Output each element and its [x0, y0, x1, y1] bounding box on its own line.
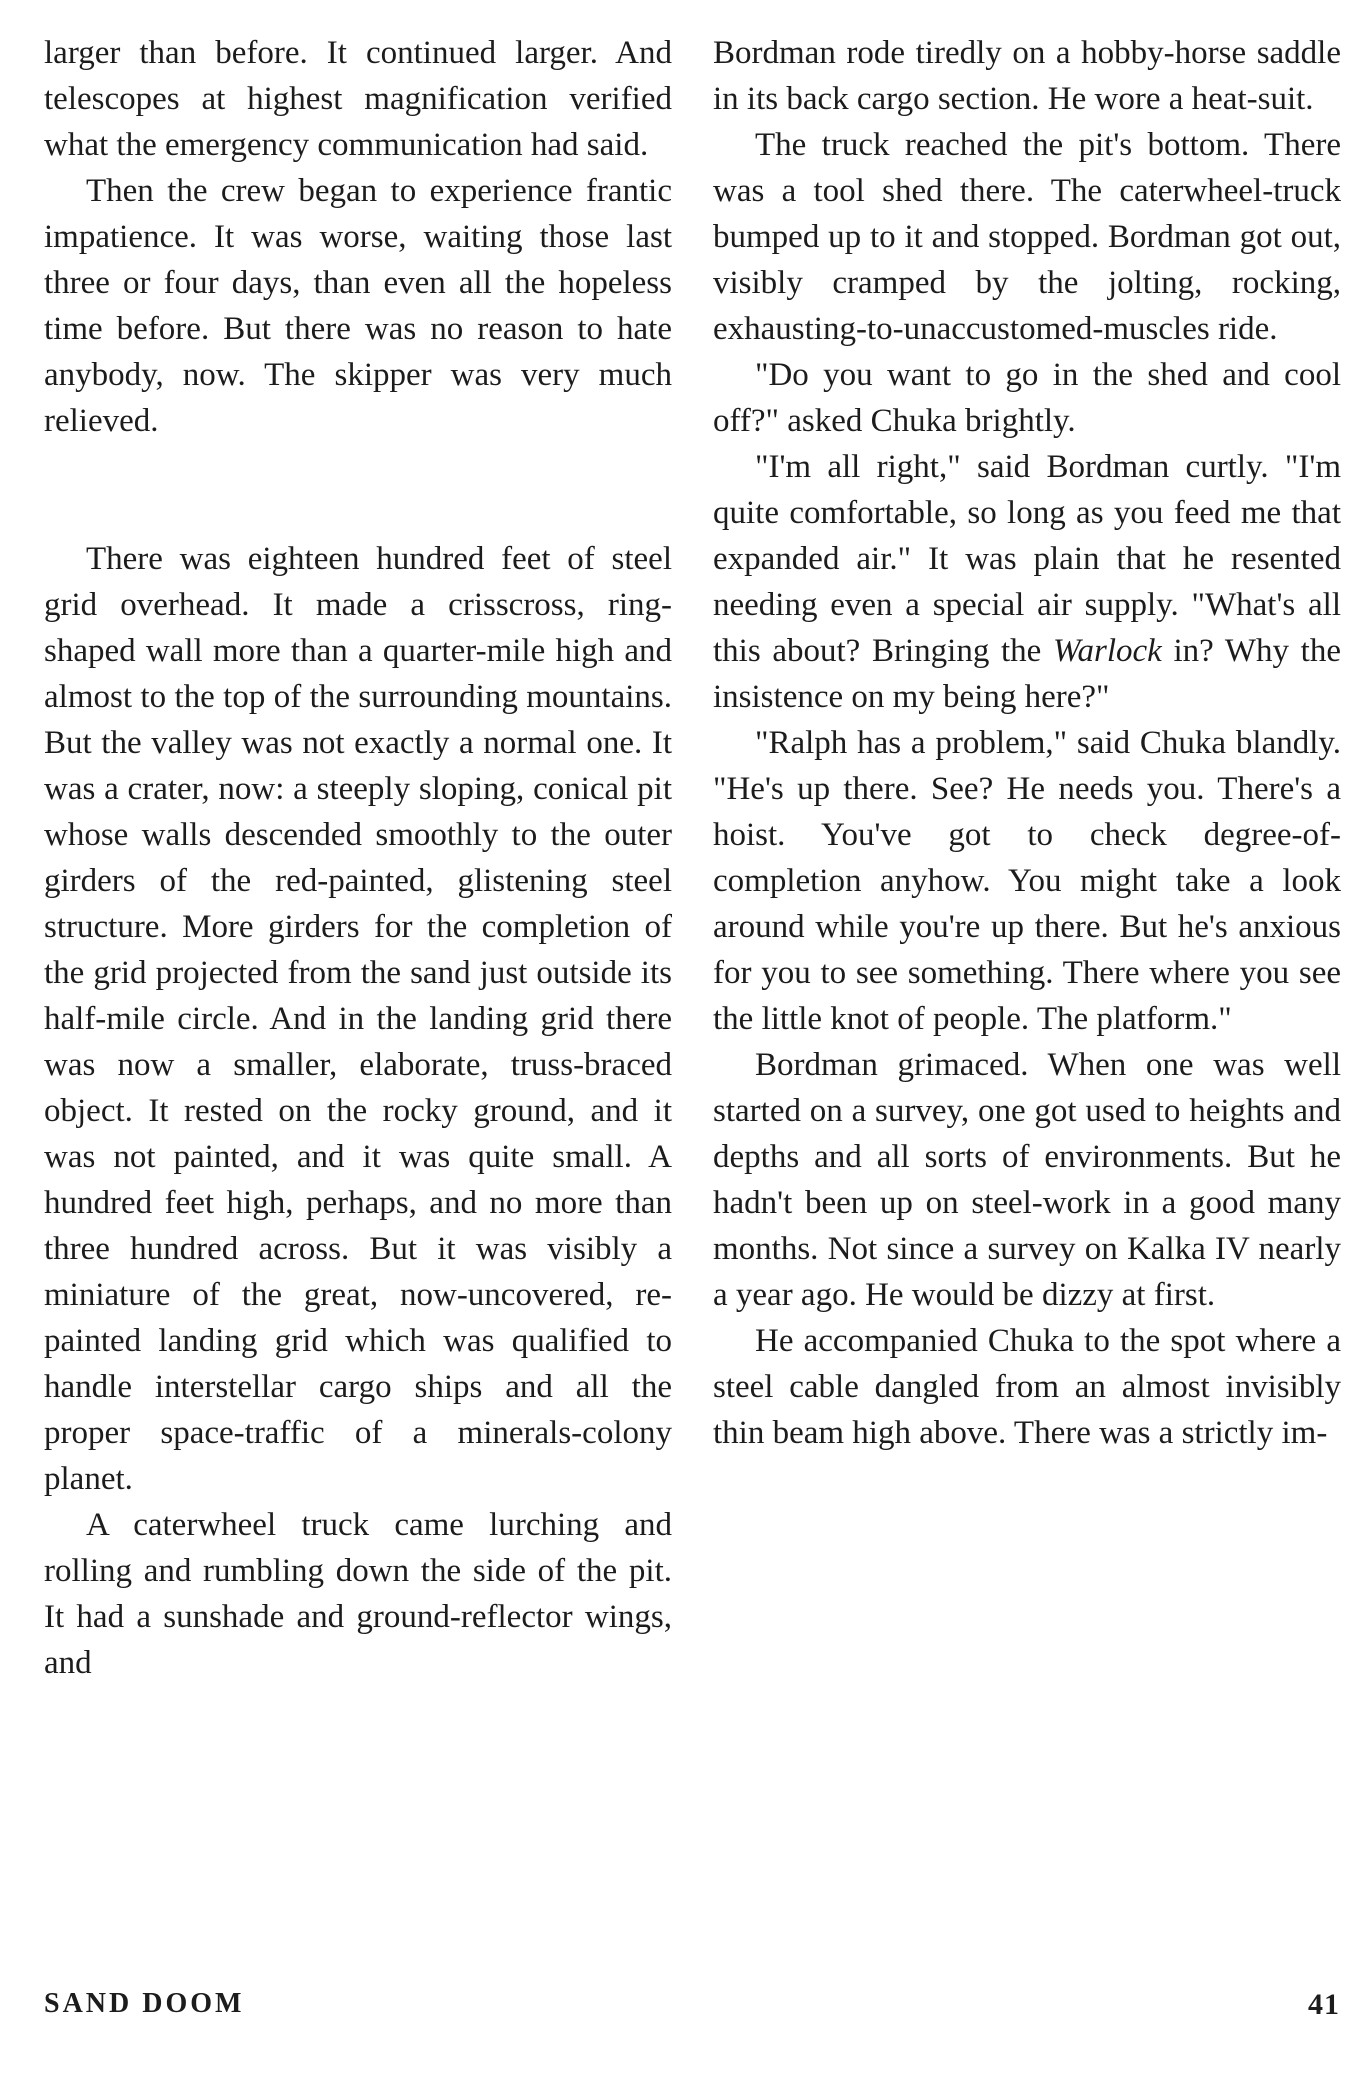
paragraph: There was eighteen hundred feet of steel grid overhead. It made a crisscross, ring-shaped wall more than a quarter-mile high and almost to the top of the surrounding mountains. But the valley was not exactly a normal one. It was a crater, now: a steeply sloping, conical pit whose walls descended smoothly to the outer girders of the red-painted, glistening steel structure. More girders for the completion of the grid projected from the sand just outside its half-mile circle. And in the landing grid there was now a smaller, elaborate, truss-braced object. It rested on the rocky ground, and it was not painted, and it was quite small. A hundred feet high, perhaps, and no more than three hundred across. But it was visibly a miniature of the great, now-uncovered, re-painted landing grid which was qualified to handle interstellar cargo ships and all the proper space-traffic of a minerals-colony planet. [44, 541, 672, 1497]
paragraph: Bordman rode tiredly on a hobby-horse saddle in its back cargo section. He wore a heat-suit. [713, 35, 1341, 117]
paragraph: A caterwheel truck came lurching and rolling and rumbling down the side of the pit. It had a sunshade and ground-reflector wings, and [44, 1507, 672, 1681]
page-footer [44, 1988, 1340, 2034]
paragraph-text: "I'm all right," said Bordman curtly. "I'm quite comfortable, so long as you feed me that expanded air." It was plain that he resented needing even a special air supply. "What's all this about? Bringing the [713, 449, 1341, 669]
paragraph: "Ralph has a problem," said Chuka blandly. "He's up there. See? He needs you. There's a hoist. You've got to check degree-of-completion anyhow. You might take a look around while you're up there. But he's anxious for you to see something. There where you see the little knot of people. The platform." [713, 725, 1341, 1037]
right-column [713, 30, 1341, 1456]
page-number: 41 [1308, 1988, 1340, 2021]
paragraph: The truck reached the pit's bottom. There was a tool shed there. The caterwheel-truck bumped up to it and stopped. Bordman got out, visibly cramped by the jolting, rocking, exhausting-to-unaccustomed-muscles ride. [713, 127, 1341, 347]
paragraph: larger than before. It continued larger. And telescopes at highest magnification verified what the emergency communication had said. [44, 35, 672, 163]
left-column [44, 30, 672, 1686]
paragraph: "Do you want to go in the shed and cool off?" asked Chuka brightly. [713, 357, 1341, 439]
paragraph: Then the crew began to experience frantic impatience. It was worse, waiting those last three or four days, than even all the hopeless time before. But there was no reason to hate anybody, now. The skipper was very much relieved. [44, 173, 672, 439]
ship-name-italic: Warlock [1053, 633, 1162, 669]
paragraph [713, 444, 1341, 720]
paragraph-text: in? Why the insistence on my being here?" [713, 633, 1341, 715]
running-title: SAND DOOM [44, 1988, 245, 2019]
paragraph: He accompanied Chuka to the spot where a steel cable dangled from an almost invisibly thin beam high above. There was a strictly im- [713, 1323, 1341, 1451]
paragraph: Bordman grimaced. When one was well started on a survey, one got used to heights and depths and all sorts of environments. But he hadn't been up on steel-work in a good many months. Not since a survey on Kalka IV nearly a year ago. He would be dizzy at first. [713, 1047, 1341, 1313]
